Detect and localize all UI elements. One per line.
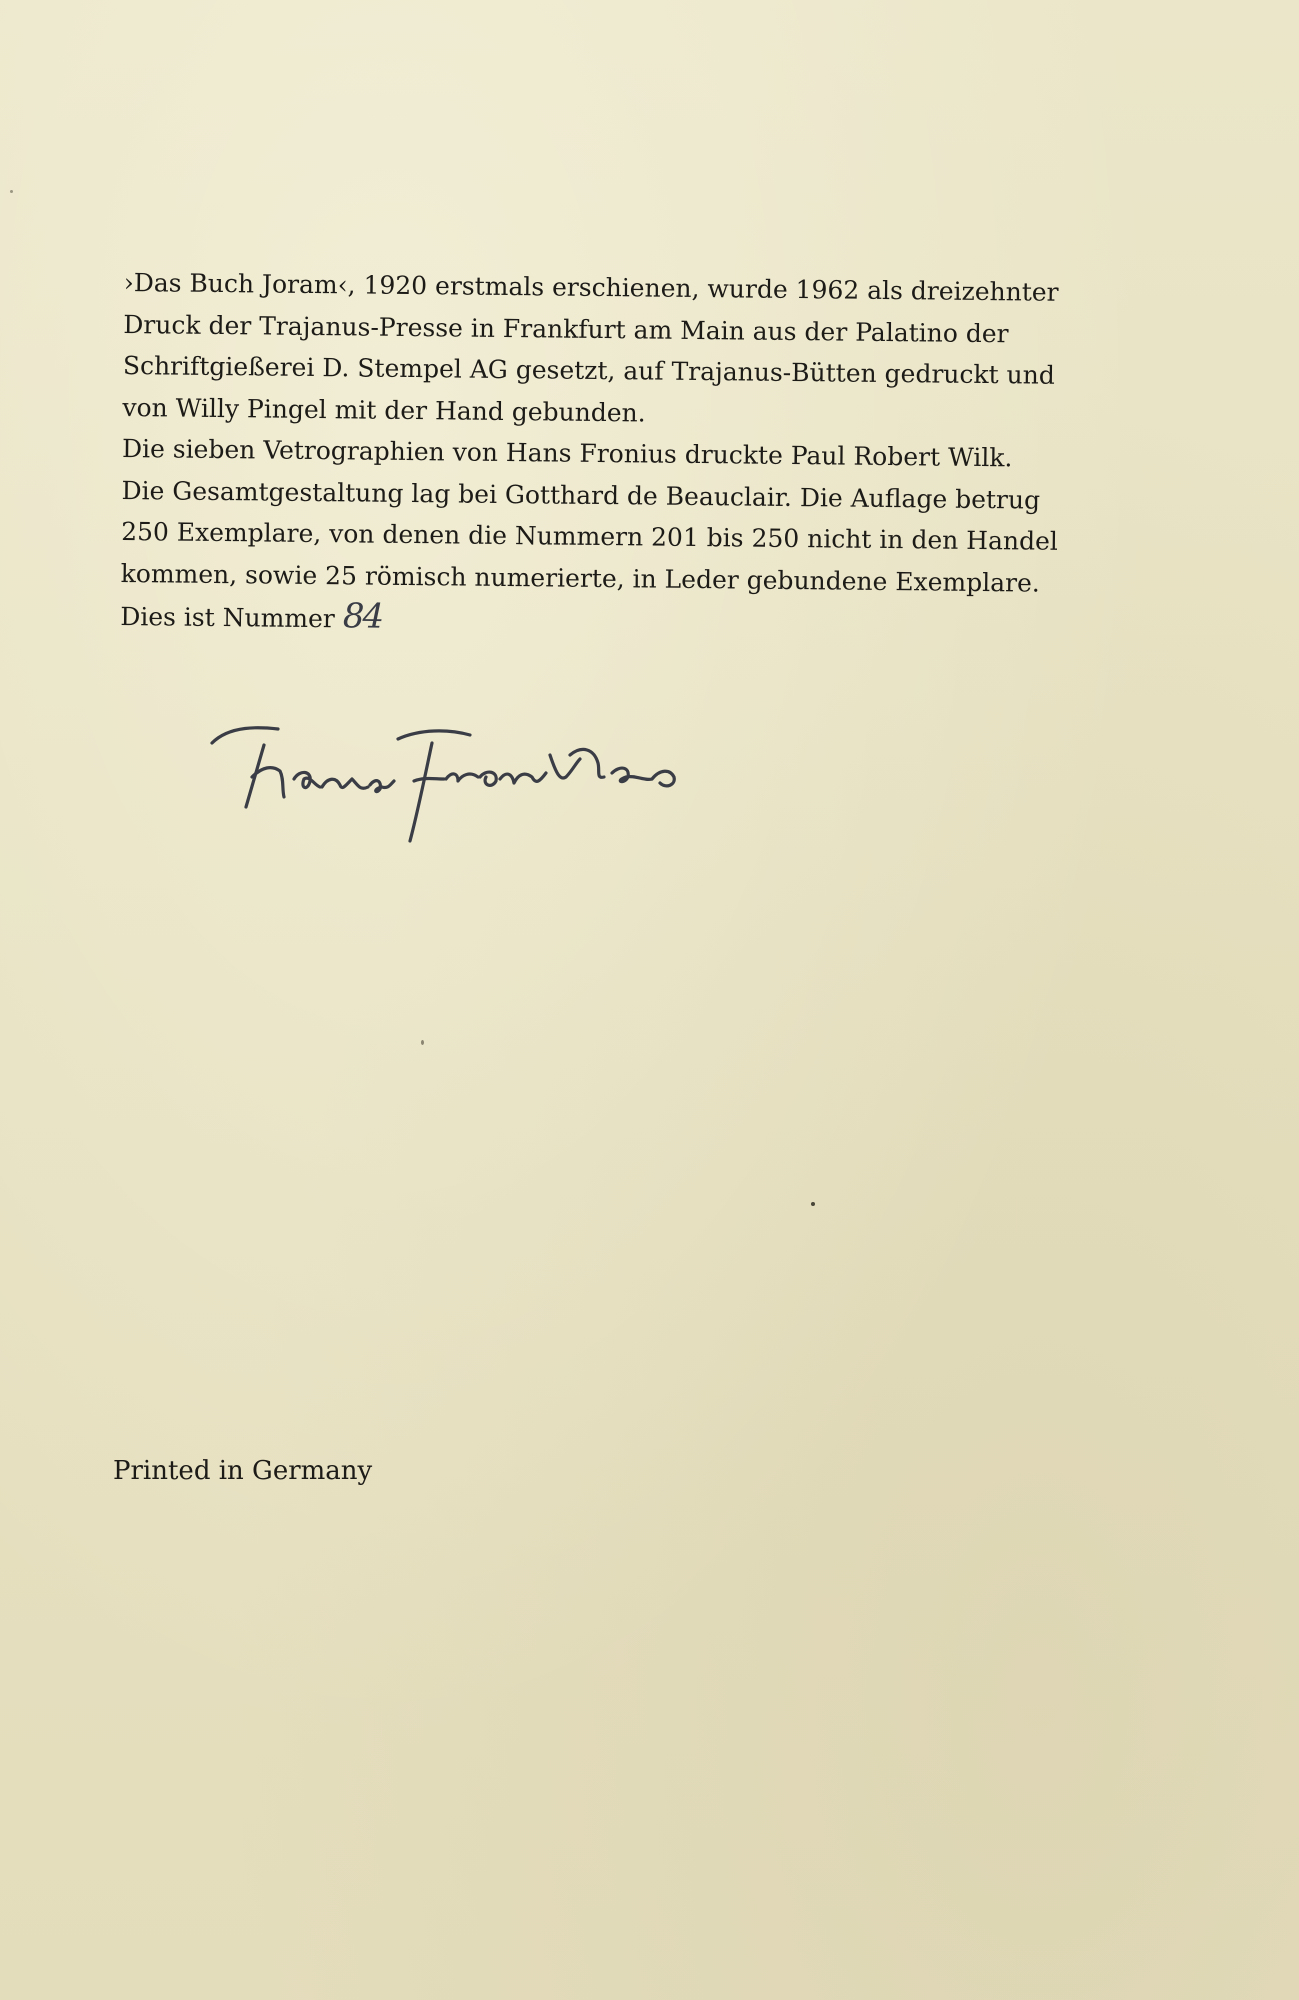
paper-speck: [421, 1040, 424, 1045]
paper-speck: [10, 190, 13, 193]
printed-in-germany-imprint: Printed in Germany: [113, 1456, 373, 1486]
colophon-line-4: von Willy Pingel mit der Hand gebunden.: [122, 392, 646, 427]
colophon-line-2: Druck der Trajanus-Presse in Frankfurt am Main aus der Palatino der: [123, 309, 1009, 348]
colophon-line-8: kommen, sowie 25 römisch numerierte, in Leder gebundene Exemplare.: [120, 558, 1040, 598]
colophon-line-3: Schriftgießerei D. Stempel AG gesetzt, auf Trajanus-Bütten gedruckt und: [122, 350, 1055, 390]
paper-speck: [811, 1202, 815, 1206]
colophon-line-7: 250 Exemplare, von denen die Nummern 201 bis 250 nicht in den Handel: [121, 516, 1059, 556]
handwritten-signature: [200, 715, 840, 855]
colophon-line-1: ›Das Buch Joram‹, 1920 erstmals erschienen, wurde 1962 als dreizehnter: [123, 267, 1059, 307]
colophon-line-6: Die Gesamtgestaltung lag bei Gotthard de Beauclair. Die Auflage betrug: [121, 475, 1041, 515]
colophon-line-5: Die sieben Vetrographien von Hans Fronius druckte Paul Robert Wilk.: [121, 433, 1013, 473]
colophon-text-block: [120, 262, 1059, 647]
edition-number-label: Dies ist Nummer: [120, 601, 336, 634]
handwritten-edition-number: 84: [342, 596, 383, 637]
